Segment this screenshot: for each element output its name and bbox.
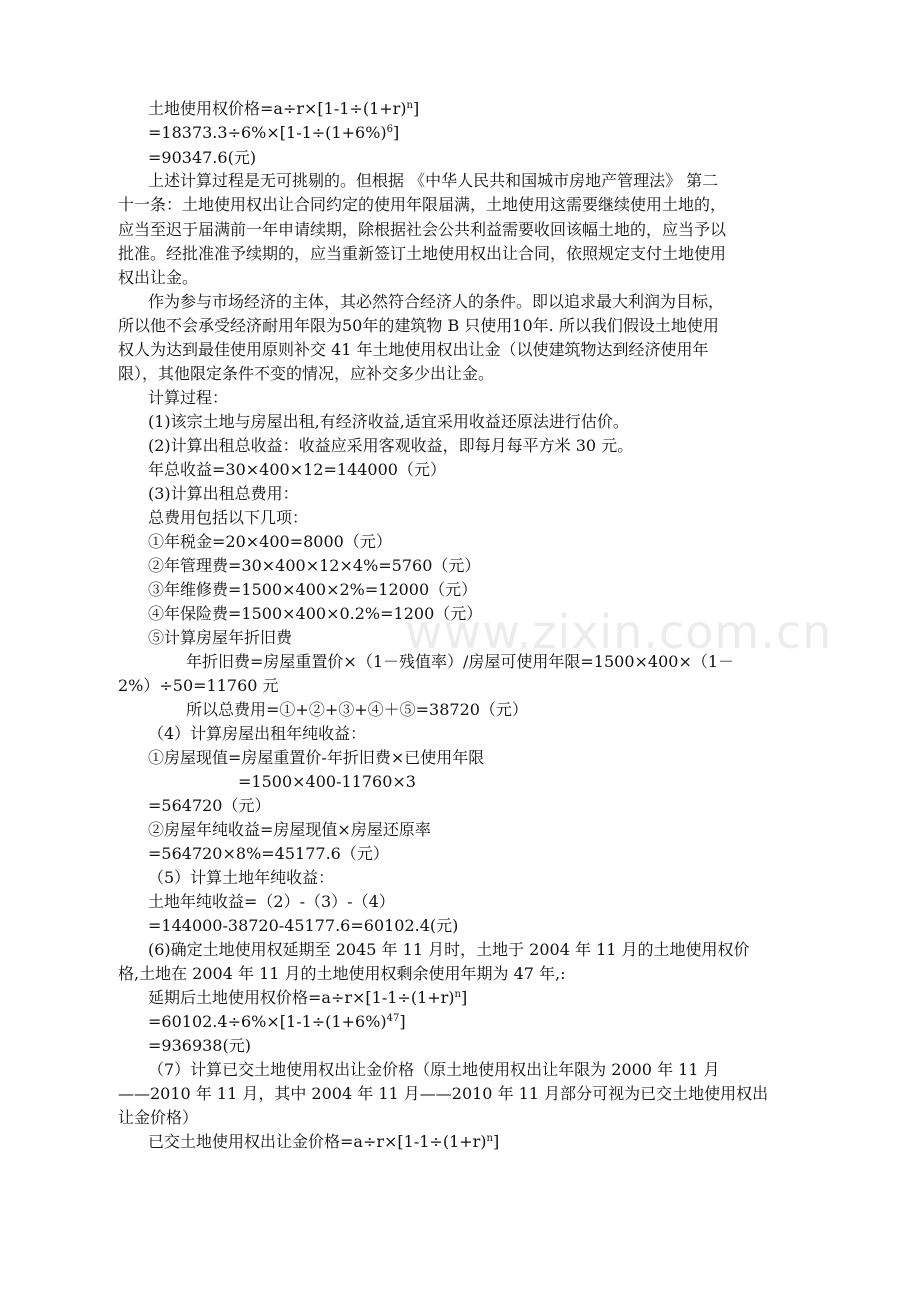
- text-segment: 年折旧费=房屋重置价×（1－残值率）/房屋可使用年限=1500×400×（1－: [186, 652, 735, 671]
- text-segment: (1)该宗土地与房屋出租,有经济收益,适宜采用收益还原法进行估价。: [148, 412, 629, 431]
- text-segment: =936938(元): [148, 1036, 251, 1055]
- text-line: [118, 267, 920, 289]
- text-line: [148, 867, 920, 889]
- text-segment: 应当至迟于届满前一年申请续期，除根据社会公共利益需要收回该幅土地的，应当予以: [118, 220, 727, 239]
- text-segment: 上述计算过程是无可挑剔的。但根据 《中华人民共和国城市房地产管理法》 第二: [148, 171, 719, 190]
- superscript: 6: [386, 124, 394, 135]
- text-segment: 十一条：土地使用权出让合同约定的使用年限届满，土地使用这需要继续使用土地的，: [118, 195, 727, 214]
- text-segment: =60102.4÷6%×[1-1÷(1+6%): [148, 1012, 387, 1031]
- text-segment: =564720（元）: [148, 796, 271, 815]
- text-segment: 土地年纯收益=（2）-（3）-（4）: [148, 892, 395, 911]
- text-line: [148, 291, 920, 313]
- text-line: [118, 194, 920, 216]
- text-segment: ⑤计算房屋年折旧费: [148, 628, 293, 647]
- text-line: [118, 219, 920, 241]
- text-line: [118, 363, 920, 385]
- superscript: n: [486, 1133, 493, 1144]
- text-segment: 格,土地在 2004 年 11 月的土地使用权剩余使用年期为 47 年,:: [118, 964, 566, 983]
- text-segment: 让金价格）: [118, 1108, 199, 1127]
- text-line: [238, 771, 920, 793]
- text-segment: ]: [493, 1132, 500, 1151]
- text-line: [118, 339, 920, 361]
- text-line: [148, 987, 920, 1009]
- text-line: [148, 147, 920, 169]
- text-segment: =18373.3÷6%×[1-1÷(1+6%): [148, 123, 387, 142]
- text-segment: 计算过程：: [148, 388, 229, 407]
- text-line: [148, 795, 920, 817]
- text-line: [148, 819, 920, 841]
- text-segment: 限），其他限定条件不变的情况，应补交多少出让金。: [118, 364, 495, 383]
- superscript: 47: [386, 1013, 400, 1024]
- text-line: [148, 1059, 920, 1081]
- text-segment: ]: [399, 1012, 406, 1031]
- text-line: [148, 531, 920, 553]
- text-segment: ]: [393, 123, 400, 142]
- text-segment: 总费用包括以下几项：: [148, 508, 309, 527]
- text-segment: （5）计算土地年纯收益：: [148, 868, 335, 887]
- text-segment: ①年税金=20×400=8000（元）: [148, 532, 392, 551]
- text-line: [148, 387, 920, 409]
- text-line: [118, 1083, 920, 1105]
- superscript: n: [454, 989, 461, 1000]
- text-segment: 权出让金。: [118, 268, 199, 287]
- text-segment: ④年保险费=1500×400×0.2%=1200（元）: [148, 604, 483, 623]
- text-line: [148, 891, 920, 913]
- text-line: [148, 122, 920, 144]
- text-line: [186, 651, 920, 673]
- text-segment: =564720×8%=45177.6（元）: [148, 844, 389, 863]
- text-line: [148, 507, 920, 529]
- text-segment: ②房屋年纯收益=房屋现值×房屋还原率: [148, 820, 431, 839]
- text-line: [148, 843, 920, 865]
- text-line: [148, 1035, 920, 1057]
- text-segment: ③年维修费=1500×400×2%=12000（元）: [148, 580, 478, 599]
- text-segment: =144000-38720-45177.6=60102.4(元): [148, 916, 459, 935]
- text-line: [148, 1011, 920, 1033]
- text-line: [148, 435, 920, 457]
- text-segment: 作为参与市场经济的主体，其必然符合经济人的条件。即以追求最大利润为目标，: [148, 292, 725, 311]
- text-line: [148, 170, 920, 192]
- text-segment: ]: [461, 988, 468, 1007]
- text-segment: =90347.6(元): [148, 148, 257, 167]
- text-line: [148, 915, 920, 937]
- text-segment: 权人为达到最佳使用原则补交 41 年土地使用权出让金（以使建筑物达到经济使用年: [118, 340, 709, 359]
- text-segment: 年总收益=30×400×12=144000（元）: [148, 460, 446, 479]
- text-line: [148, 98, 920, 120]
- text-line: [118, 675, 920, 697]
- text-segment: ②年管理费=30×400×12×4%=5760（元）: [148, 556, 481, 575]
- text-line: [148, 1131, 920, 1153]
- text-line: [118, 315, 920, 337]
- text-line: [118, 963, 920, 985]
- text-segment: 所以总费用=①+②+③+④＋⑤=38720（元）: [186, 700, 528, 719]
- text-segment: ——2010 年 11 月，其中 2004 年 11 月——2010 年 11 月部分可视为已交土地使用权出: [118, 1084, 769, 1103]
- text-segment: （7）计算已交土地使用权出让金价格（原土地使用权出让年限为 2000 年 11 月: [148, 1060, 720, 1079]
- text-line: [148, 747, 920, 769]
- superscript: n: [406, 100, 413, 111]
- watermark: www.zixin.com.cn: [405, 605, 833, 659]
- text-segment: ]: [413, 99, 420, 118]
- text-segment: 延期后土地使用权价格=a÷r×[1-1÷(1+r): [148, 988, 455, 1007]
- text-line: [148, 555, 920, 577]
- text-line: [148, 459, 920, 481]
- text-segment: =1500×400-11760×3: [238, 772, 416, 791]
- text-line: [148, 627, 920, 649]
- text-line: [148, 939, 920, 961]
- text-line: [148, 483, 920, 505]
- text-segment: (6)确定土地使用权延期至 2045 年 11 月时，土地于 2004 年 11 月的土地使用权价: [148, 940, 750, 959]
- text-line: [186, 699, 920, 721]
- text-line: [148, 411, 920, 433]
- text-segment: 2%）÷50=11760 元: [118, 676, 279, 695]
- text-segment: (3)计算出租总费用：: [148, 484, 299, 503]
- text-segment: 批准。经批准准予续期的，应当重新签订土地使用权出让合同，依照规定支付土地使用: [118, 244, 727, 263]
- text-line: [148, 579, 920, 601]
- text-segment: 所以他不会承受经济耐用年限为50年的建筑物 B 只使用10年. 所以我们假设土地使用: [118, 316, 719, 335]
- text-line: [118, 1107, 920, 1129]
- text-line: [148, 723, 920, 745]
- text-line: [148, 603, 920, 625]
- text-segment: （4）计算房屋出租年纯收益：: [148, 724, 367, 743]
- text-segment: ①房屋现值=房屋重置价-年折旧费×已使用年限: [148, 748, 485, 767]
- text-segment: 已交土地使用权出让金价格=a÷r×[1-1÷(1+r): [148, 1132, 487, 1151]
- text-segment: 土地使用权价格=a÷r×[1-1÷(1+r): [148, 99, 407, 118]
- text-segment: (2)计算出租总收益：收益应采用客观收益，即每月每平方米 30 元。: [148, 436, 634, 455]
- text-line: [118, 243, 920, 265]
